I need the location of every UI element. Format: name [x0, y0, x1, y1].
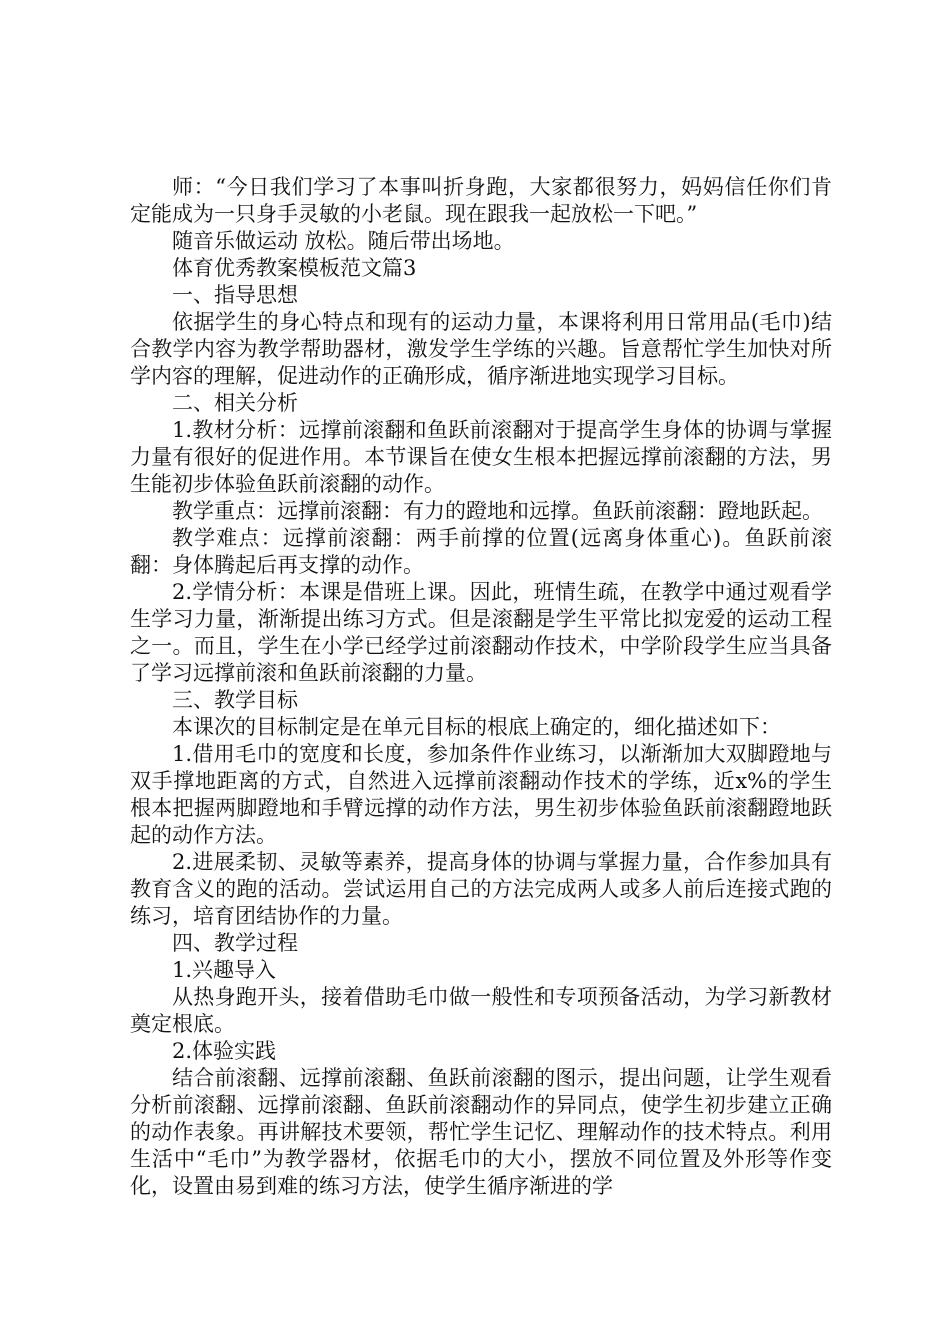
paragraph-objectives-intro: 本课次的目标制定是在单元目标的根底上确定的，细化描述如下： [172, 715, 781, 739]
paragraph-practice: 结合前滚翻、远撑前滚翻、鱼跃前滚翻的图示，提出问题，让学生观看分析前滚翻、远撑前滚翻、鱼跃前滚翻动作的异同点，使学生初步建立正确的动作表象。再讲解技术要领，帮忙学生记忆、理解动作的技术特点。利用生活中“毛巾”为教学器材，依据毛巾的大小，摆放不同位置及外形等作变化，设置由易到难的练习方法，使学生循序渐进的学 [130, 1066, 832, 1198]
paragraph-guiding-thought: 依据学生的身心特点和现有的运动力量，本课将利用日常用品(毛巾)结合教学内容为教学帮助器材，激发学生学练的兴趣。旨意帮忙学生加快对所学内容的理解，促进动作的正确形成，循序渐进地实现学习目标。 [130, 310, 832, 388]
paragraph-student-analysis: 2.学情分析：本课是借班上课。因此，班情生疏，在教学中通过观看学生学习力量，渐渐提出练习方式。但是滚翻是学生平常比拟宠爱的运动工程之一。而且，学生在小学已经学过前滚翻动作技术，中学阶段学生应当具备了学习远撑前滚和鱼跃前滚翻的力量。 [130, 580, 832, 685]
paragraph-teacher-quote: 师：“今日我们学习了本事叫折身跑，大家都很努力，妈妈信任你们肯定能成为一只身手灵敏的小老鼠。现在跟我一起放松一下吧。” [130, 175, 832, 226]
heading-guiding-thought: 一、指导思想 [172, 283, 298, 307]
paragraph-interest: 从热身跑开头，接着借助毛巾做一般性和专项预备活动，为学习新教材奠定根底。 [130, 985, 832, 1036]
heading-analysis: 二、相关分析 [172, 391, 298, 415]
section-title: 体育优秀教案模板范文篇3 [172, 256, 417, 280]
paragraph-objective-1: 1.借用毛巾的宽度和长度，参加条件作业练习，以渐渐加大双脚蹬地与双手撑地距离的方式，自然进入远撑前滚翻动作技术的学练，近x%的学生根本把握两脚蹬地和手臂远撑的动作方法，男生初步体验鱼跃前滚翻蹬地跃起的动作方法。 [130, 742, 832, 847]
paragraph-objective-2: 2.进展柔韧、灵敏等素养，提高身体的协调与掌握力量，合作参加具有教育含义的跑的活动。尝试运用自己的方法完成两人或多人前后连接式跑的练习，培育团结协作的力量。 [130, 850, 832, 928]
subheading-interest: 1.兴趣导入 [172, 958, 277, 982]
subheading-practice: 2.体验实践 [172, 1039, 277, 1063]
document-page [130, 174, 832, 1200]
heading-objectives: 三、教学目标 [172, 688, 298, 712]
heading-process: 四、教学过程 [172, 931, 298, 955]
paragraph-relax: 随音乐做运动 放松。随后带出场地。 [172, 229, 515, 253]
paragraph-difficulties: 教学难点：远撑前滚翻：两手前撑的位置(远离身体重心)。鱼跃前滚翻：身体腾起后再支撑的动作。 [130, 526, 832, 577]
paragraph-material-analysis: 1.教材分析：远撑前滚翻和鱼跃前滚翻对于提高学生身体的协调与掌握力量有很好的促进作用。本节课旨在使女生根本把握远撑前滚翻的方法，男生能初步体验鱼跃前滚翻的动作。 [130, 418, 832, 496]
paragraph-key-points: 教学重点：远撑前滚翻：有力的蹬地和远撑。鱼跃前滚翻：蹬地跃起。 [172, 499, 823, 523]
